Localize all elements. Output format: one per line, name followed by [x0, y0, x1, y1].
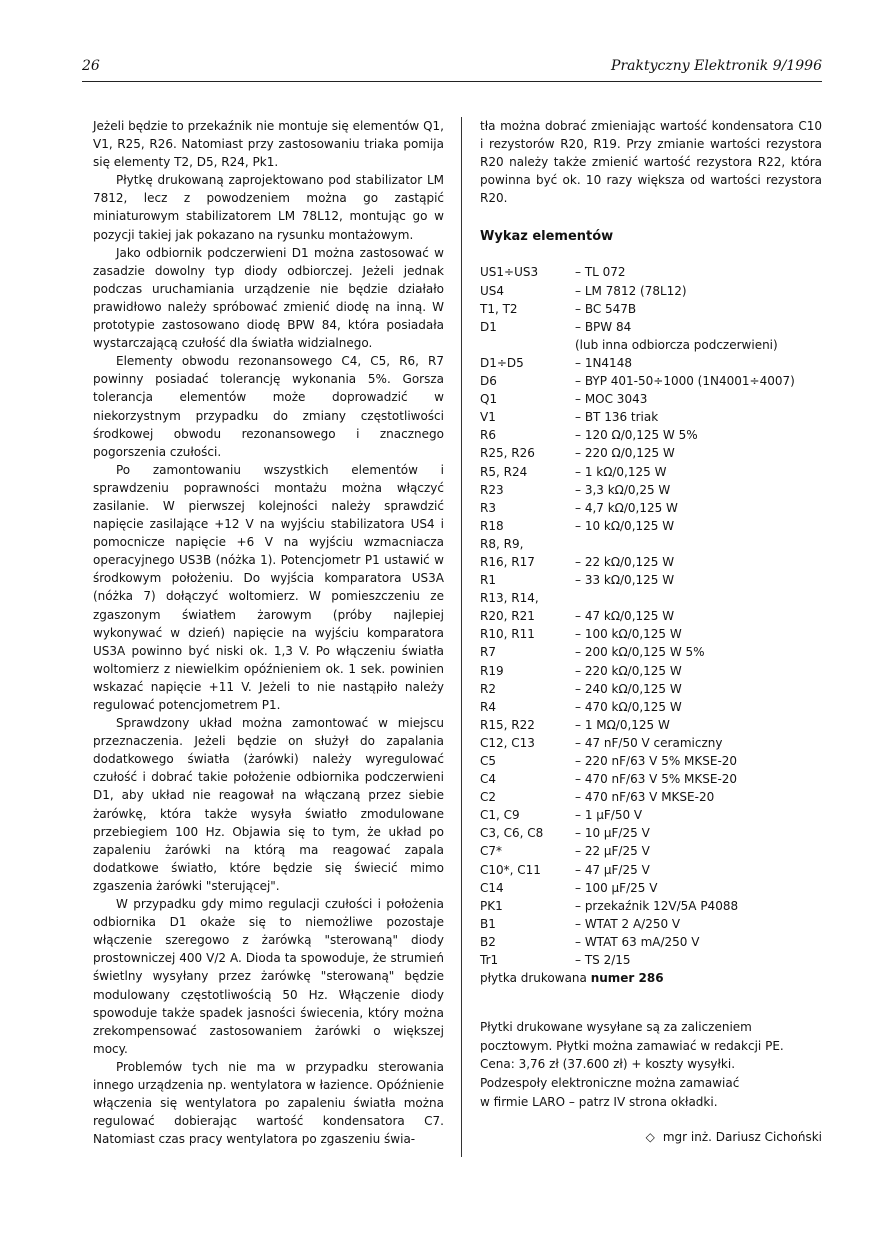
part-reference: R4	[480, 699, 496, 714]
part-reference: R15, R22	[480, 717, 535, 732]
part-value	[575, 535, 822, 553]
part-row	[480, 444, 822, 462]
part-value: – TL 072	[575, 265, 626, 280]
part-row	[480, 318, 822, 336]
part-row	[480, 589, 822, 607]
part-row	[480, 879, 822, 897]
part-value: – 47 kΩ/0,125 W	[575, 609, 675, 624]
notice-line: Płytki drukowane wysyłane są za zaliczeniem	[480, 1020, 752, 1035]
part-reference: C4	[480, 772, 497, 787]
right-column	[480, 117, 822, 1146]
left-column	[93, 117, 444, 1148]
part-row	[480, 336, 822, 354]
body-paragraph: Elementy obwodu rezonansowego C4, C5, R6, R7 powinny posiadać tolerancję wykonania 5%. Gorsza tolerancja elementów może doprowadzić w niekorzystnym przypadku do zmiany częstotliwości środkowej obwodu rezonansowego i znacznego pogorszenia czułości.	[93, 354, 444, 459]
part-value: – MOC 3043	[575, 392, 648, 407]
body-paragraph: Po zamontowaniu wszystkich elementów i sprawdzeniu poprawności montażu można włączyć zasilanie. W pierwszej kolejności należy sprawdzić napięcie zasilające +12 V na wyjściu stabilizatora US4 i pomocnicze napięcie +6 V na wyjściu wzmacniacza operacyjnego US3B (nóżka 1). Potencjometr P1 ustawić w środkowym położeniu. Do wyjścia komparatora US3A (nóżka 7) dołączyć woltomierz. W pomieszczeniu ze zgaszonym światłem żarowym (próby najlepiej wykonywać w dzień) napięcie na wyjściu komparatora US3A powinno być niski ok. 1,3 V. Po włączeniu światła woltomierz z niewielkim opóźnieniem ok. 1 sek. powinien wskazać napięcie +11 V. Jeżeli to nie nastąpiło należy regulować potencjometrem P1.	[93, 462, 444, 712]
part-value: – 240 kΩ/0,125 W	[575, 681, 682, 696]
part-row	[480, 806, 822, 824]
part-value: – 10 kΩ/0,125 W	[575, 518, 675, 533]
part-row	[480, 481, 822, 499]
part-reference: R10, R11	[480, 627, 535, 642]
order-notice	[480, 1018, 822, 1111]
part-reference: R23	[480, 482, 504, 497]
part-reference: R13, R14,	[480, 591, 539, 606]
part-reference: Q1	[480, 392, 498, 407]
part-row	[480, 372, 822, 390]
part-value: – 33 kΩ/0,125 W	[575, 573, 675, 588]
part-row	[480, 282, 822, 300]
part-row	[480, 861, 822, 879]
body-paragraph: Jeżeli będzie to przekaźnik nie montuje się elementów Q1, V1, R25, R26. Natomiast przy zastosowaniu triaka pomija się elementy T2, D5, R24, Pk1.	[93, 119, 444, 170]
part-row	[480, 680, 822, 698]
part-reference: R2	[480, 681, 496, 696]
part-row	[480, 426, 822, 444]
author-line	[480, 1128, 822, 1146]
part-row	[480, 390, 822, 408]
part-reference: C7*	[480, 844, 503, 859]
header-rule	[82, 81, 822, 82]
part-row	[480, 517, 822, 535]
part-reference: R25, R26	[480, 446, 535, 461]
part-reference: US1÷US3	[480, 265, 539, 280]
part-value: – 1 μF/50 V	[575, 808, 643, 823]
part-reference: C10*, C11	[480, 862, 541, 877]
journal-title: Praktyczny Elektronik 9/1996	[611, 58, 822, 74]
part-row	[480, 300, 822, 318]
column-divider	[461, 117, 462, 1157]
part-row	[480, 643, 822, 661]
notice-line: w firmie LARO – patrz IV strona okładki.	[480, 1094, 718, 1109]
notice-line: Cena: 3,76 zł (37.600 zł) + koszty wysyłki.	[480, 1057, 736, 1072]
body-paragraph: Problemów tych nie ma w przypadku sterowania innego urządzenia np. wentylatora w łazience. Opóźnienie włączenia się wentylatora po zapaleniu światła można regulować dobierając wartość kondensatora C7. Natomiast czas pracy wentylatora po zgaszeniu świa-	[93, 1059, 444, 1147]
body-paragraph: Jako odbiornik podczerwieni D1 można zastosować w zasadzie dowolny typ diody odbiorczej. Jeżeli jednak podczas uruchamiania urządzenie nie będzie działało prawidłowo należy spróbować zmienić diodę na inną. W prototypie zastosowano diodę BPW 84, która posiadała wystarczającą czułość dla światła widzialnego.	[93, 245, 444, 351]
part-reference: D6	[480, 374, 497, 389]
part-reference: R18	[480, 518, 504, 533]
part-reference: C1, C9	[480, 808, 520, 823]
part-value: – WTAT 2 A/250 V	[575, 916, 681, 931]
part-value: – 47 μF/25 V	[575, 862, 650, 877]
part-row	[480, 951, 822, 969]
part-value: – 47 nF/50 V ceramiczny	[575, 735, 723, 750]
part-reference: R1	[480, 573, 496, 588]
part-value: – BPW 84	[575, 319, 632, 334]
part-row	[480, 788, 822, 806]
pcb-number: numer 286	[590, 971, 664, 986]
part-reference: R16, R17	[480, 554, 535, 569]
part-row	[480, 770, 822, 788]
parts-list-title: Wykaz elementów	[480, 229, 614, 245]
diamond-icon: ◇	[645, 1130, 655, 1145]
part-row	[480, 625, 822, 643]
part-reference: C5	[480, 754, 497, 768]
part-reference	[480, 336, 575, 354]
part-value: – 120 Ω/0,125 W 5%	[575, 428, 698, 443]
part-reference: D1	[480, 319, 497, 334]
part-value: (lub inna odbiorcza podczerwieni)	[575, 337, 778, 352]
part-value: – 470 kΩ/0,125 W	[575, 699, 682, 714]
part-reference: R5, R24	[480, 464, 528, 479]
part-reference: C14	[480, 880, 504, 895]
part-row	[480, 354, 822, 372]
part-value: – 220 kΩ/0,125 W	[575, 663, 682, 678]
part-row	[480, 824, 822, 842]
part-reference: R6	[480, 428, 496, 443]
part-reference: B1	[480, 916, 496, 931]
part-value: – 1 kΩ/0,125 W	[575, 464, 667, 479]
part-value: – 22 μF/25 V	[575, 844, 650, 859]
part-value: – LM 7812 (78L12)	[575, 283, 687, 298]
part-value: – 3,3 kΩ/0,25 W	[575, 482, 671, 497]
part-row	[480, 752, 822, 770]
part-row	[480, 263, 822, 281]
notice-line: pocztowym. Płytki można zamawiać w redakcji PE.	[480, 1038, 784, 1053]
author-name: mgr inż. Dariusz Cichoński	[662, 1130, 822, 1145]
part-value: – 220 Ω/0,125 W	[575, 446, 675, 461]
part-value: – 1 MΩ/0,125 W	[575, 717, 670, 732]
part-row	[480, 535, 822, 553]
part-reference: R19	[480, 663, 504, 678]
part-row	[480, 662, 822, 680]
part-value	[575, 589, 822, 607]
part-row	[480, 933, 822, 951]
part-reference: C12, C13	[480, 735, 535, 750]
part-reference: B2	[480, 934, 496, 949]
part-row	[480, 842, 822, 860]
part-row	[480, 607, 822, 625]
part-value: – 220 nF/63 V 5% MKSE-20	[575, 754, 738, 768]
parts-list	[480, 263, 822, 969]
part-value: – TS 2/15	[575, 953, 631, 968]
part-reference: C3, C6, C8	[480, 826, 544, 841]
pcb-label: płytka drukowana	[480, 971, 591, 986]
part-value: – 470 nF/63 V MKSE-20	[575, 790, 715, 805]
part-value: – 100 kΩ/0,125 W	[575, 627, 682, 642]
part-reference: V1	[480, 410, 496, 425]
part-value: – WTAT 63 mA/250 V	[575, 934, 700, 949]
right-intro-paragraph: tła można dobrać zmieniając wartość kondensatora C10 i rezystorów R20, R19. Przy zmianie wartości rezystora R20 należy także zmienić wartość rezystora R22, która powinna być ok. 10 razy większa od wartości rezystora R20.	[480, 119, 822, 206]
part-value: – 100 μF/25 V	[575, 880, 658, 895]
page-header	[82, 58, 822, 80]
part-row	[480, 716, 822, 734]
part-value: – BT 136 triak	[575, 410, 659, 425]
part-reference: R3	[480, 500, 496, 515]
part-value: – BC 547B	[575, 301, 637, 316]
part-row	[480, 698, 822, 716]
part-reference: R7	[480, 645, 496, 660]
part-row	[480, 915, 822, 933]
part-reference: T1, T2	[480, 301, 518, 316]
notice-line: Podzespoły elektroniczne można zamawiać	[480, 1076, 740, 1090]
part-value: – 4,7 kΩ/0,125 W	[575, 500, 678, 515]
part-reference: US4	[480, 283, 505, 298]
page-number: 26	[82, 58, 100, 74]
part-row	[480, 408, 822, 426]
part-value: – BYP 401-50÷1000 (1N4001÷4007)	[575, 374, 795, 389]
part-reference: PK1	[480, 898, 503, 913]
part-row	[480, 734, 822, 752]
part-reference: C2	[480, 790, 497, 805]
part-value: – 1N4148	[575, 355, 632, 370]
part-row	[480, 897, 822, 915]
part-row	[480, 553, 822, 571]
part-row	[480, 499, 822, 517]
part-reference: D1÷D5	[480, 355, 524, 370]
part-value: – przekaźnik 12V/5A P4088	[575, 898, 739, 913]
part-value: – 470 nF/63 V 5% MKSE-20	[575, 772, 738, 787]
body-paragraph: Płytkę drukowaną zaprojektowano pod stabilizator LM 7812, lecz z powodzeniem można go zastąpić miniaturowym stabilizatorem LM 78L12, montując go w pozycji takiej jak pokazano na rysunku montażowym.	[93, 173, 444, 242]
part-reference: Tr1	[480, 953, 499, 968]
part-reference: R8, R9,	[480, 536, 524, 551]
body-paragraph: W przypadku gdy mimo regulacji czułości i położenia odbiornika D1 okaże się to niemożliwe pozostaje włączenie szeregowo z żarówką "sterowaną" diody prostowniczej 400 V/2 A. Dioda ta spowoduje, że strumień świetlny wysyłany przez żarówkę "sterowaną" będzie modulowany częstotliwością 50 Hz. Włączenie diody spowoduje także spadek jasności świecenia, który można zrekompensować zastosowaniem żarówki o większej mocy.	[93, 897, 444, 1056]
part-reference: R20, R21	[480, 609, 535, 624]
part-value: – 200 kΩ/0,125 W 5%	[575, 645, 705, 660]
part-row	[480, 463, 822, 481]
pcb-number-line	[480, 969, 822, 987]
part-value: – 10 μF/25 V	[575, 826, 650, 841]
part-value: – 22 kΩ/0,125 W	[575, 554, 675, 569]
body-paragraph: Sprawdzony układ można zamontować w miejscu przeznaczenia. Jeżeli będzie on służył do zapalania dodatkowego światła (żarówki) należy wyregulować czułość i dobrać takie położenie odbiornika podczerwieni D1, aby układ nie reagował na włączaną przez siebie żarówkę, która także wysyła światło zmodulowane przebiegiem 100 Hz. Objawia się to tym, że układ po zapaleniu żarówki na którą ma reagować zapala dodatkowe światło, które będzie się świecić mimo zgaszenia żarówki "sterującej".	[93, 716, 444, 893]
part-row	[480, 571, 822, 589]
